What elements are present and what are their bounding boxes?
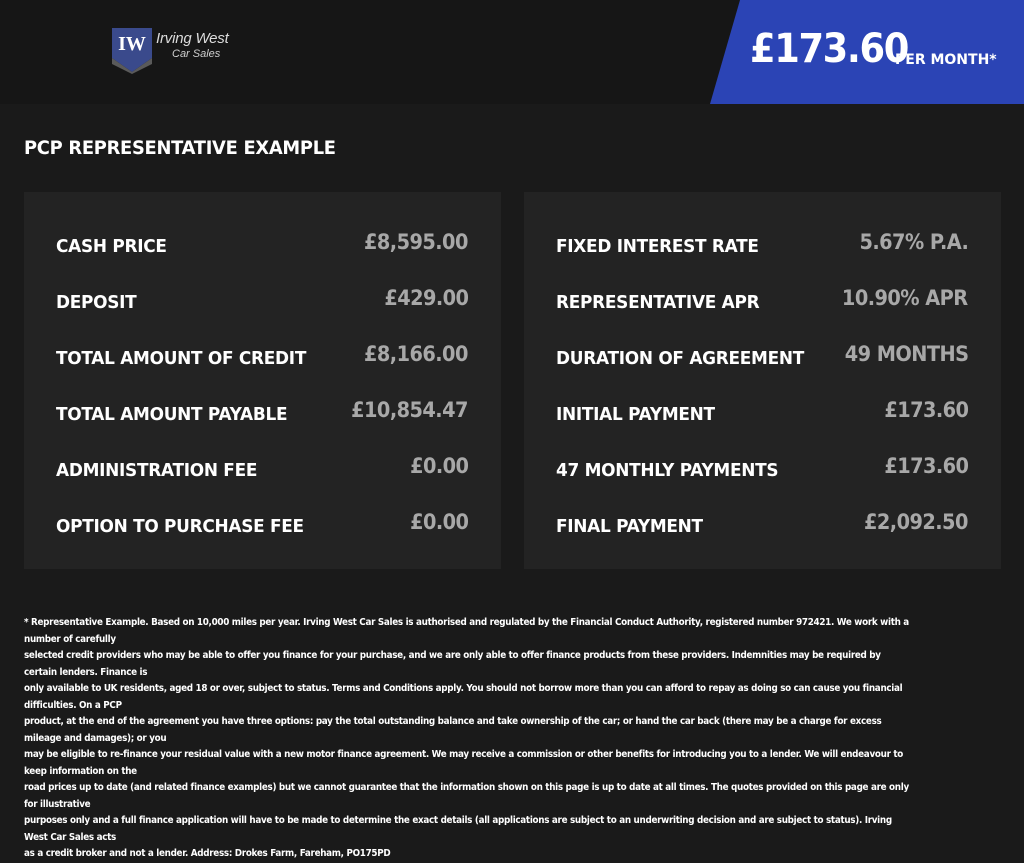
disclaimer-line: * Representative Example. Based on 10,000 miles per year. Irving West Car Sales is authorised and regulated by the Financial Conduct Authority, registered number 972421. We work with a number of carefully <box>24 617 909 645</box>
finance-details-right-panel <box>524 192 1001 569</box>
section-title: PCP REPRESENTATIVE EXAMPLE <box>24 137 336 159</box>
brand-name: Irving West <box>156 30 229 47</box>
row-label: OPTION TO PURCHASE FEE <box>56 516 304 537</box>
row-label: ADMINISTRATION FEE <box>56 460 258 481</box>
row-total-amount-of-credit <box>56 342 468 372</box>
row-label: DURATION OF AGREEMENT <box>556 348 805 369</box>
row-deposit <box>56 286 468 316</box>
row-value: £429.00 <box>383 286 468 310</box>
row-value: 10.90% APR <box>842 286 968 310</box>
disclaimer-line: may be eligible to re-finance your residual value with a new motor finance agreement. We may receive a commission or other benefits for introducing you to a lender. We will endeavour to keep information on the <box>24 749 903 777</box>
brand-logo[interactable] <box>112 28 229 74</box>
row-value: £173.60 <box>883 454 968 478</box>
finance-disclaimer <box>24 615 913 863</box>
logo-badge-text: IW <box>118 33 146 55</box>
row-final-payment <box>556 510 968 540</box>
disclaimer-line: product, at the end of the agreement you have three options: pay the total outstanding balance and take ownership of the car; or hand the car back (there may be a charge for excess mileage and damages); or you <box>24 716 882 744</box>
row-duration-of-agreement <box>556 342 968 372</box>
row-label: 47 MONTHLY PAYMENTS <box>556 460 779 481</box>
monthly-price-panel <box>710 0 1024 104</box>
header-bar <box>0 0 1024 104</box>
row-value: £2,092.50 <box>864 510 968 534</box>
row-initial-payment <box>556 398 968 428</box>
row-fixed-interest-rate <box>556 230 968 260</box>
row-value: £10,854.47 <box>351 398 468 422</box>
row-value: £8,166.00 <box>364 342 468 366</box>
row-monthly-payments <box>556 454 968 484</box>
disclaimer-line: as a credit broker and not a lender. Address: Drokes Farm, Fareham, PO175PD <box>24 848 391 859</box>
disclaimer-line: purposes only and a full finance application will have to be made to determine the exact details (all applications are subject to an underwriting decision and are subject to status). Irving West Car Sales acts <box>24 815 892 843</box>
row-label: CASH PRICE <box>56 236 167 257</box>
disclaimer-line: selected credit providers who may be able to offer you finance for your purchase, and we are only able to offer finance products from these providers. Indemnities may be required by certain lenders. Finance is <box>24 650 881 678</box>
monthly-price-suffix: PER MONTH* <box>895 52 997 68</box>
row-value: £173.60 <box>883 398 968 422</box>
row-cash-price <box>56 230 468 260</box>
row-label: INITIAL PAYMENT <box>556 404 715 425</box>
row-value: £0.00 <box>409 454 468 478</box>
row-label: FINAL PAYMENT <box>556 516 703 537</box>
row-label: REPRESENTATIVE APR <box>556 292 760 313</box>
row-label: TOTAL AMOUNT OF CREDIT <box>56 348 307 369</box>
row-value: 5.67% P.A. <box>859 230 968 254</box>
logo-badge-icon <box>112 28 152 74</box>
row-option-to-purchase-fee <box>56 510 468 540</box>
row-label: DEPOSIT <box>56 292 137 313</box>
row-value: £0.00 <box>409 510 468 534</box>
disclaimer-line: road prices up to date (and related finance examples) but we cannot guarantee that the information shown on this page is up to date at all times. The quotes provided on this page are only for illustrative <box>24 782 909 810</box>
row-representative-apr <box>556 286 968 316</box>
finance-details-left-panel <box>24 192 501 569</box>
monthly-price-amount: £173.60 <box>750 26 908 72</box>
row-total-amount-payable <box>56 398 468 428</box>
row-value: £8,595.00 <box>364 230 468 254</box>
brand-subtitle: Car Sales <box>172 48 221 60</box>
row-administration-fee <box>56 454 468 484</box>
row-label: FIXED INTEREST RATE <box>556 236 759 257</box>
row-value: 49 MONTHS <box>844 342 968 366</box>
disclaimer-line: only available to UK residents, aged 18 or over, subject to status. Terms and Conditions apply. You should not borrow more than you can afford to repay as doing so can cause you financial difficulties. On a PCP <box>24 683 903 711</box>
row-label: TOTAL AMOUNT PAYABLE <box>56 404 288 425</box>
